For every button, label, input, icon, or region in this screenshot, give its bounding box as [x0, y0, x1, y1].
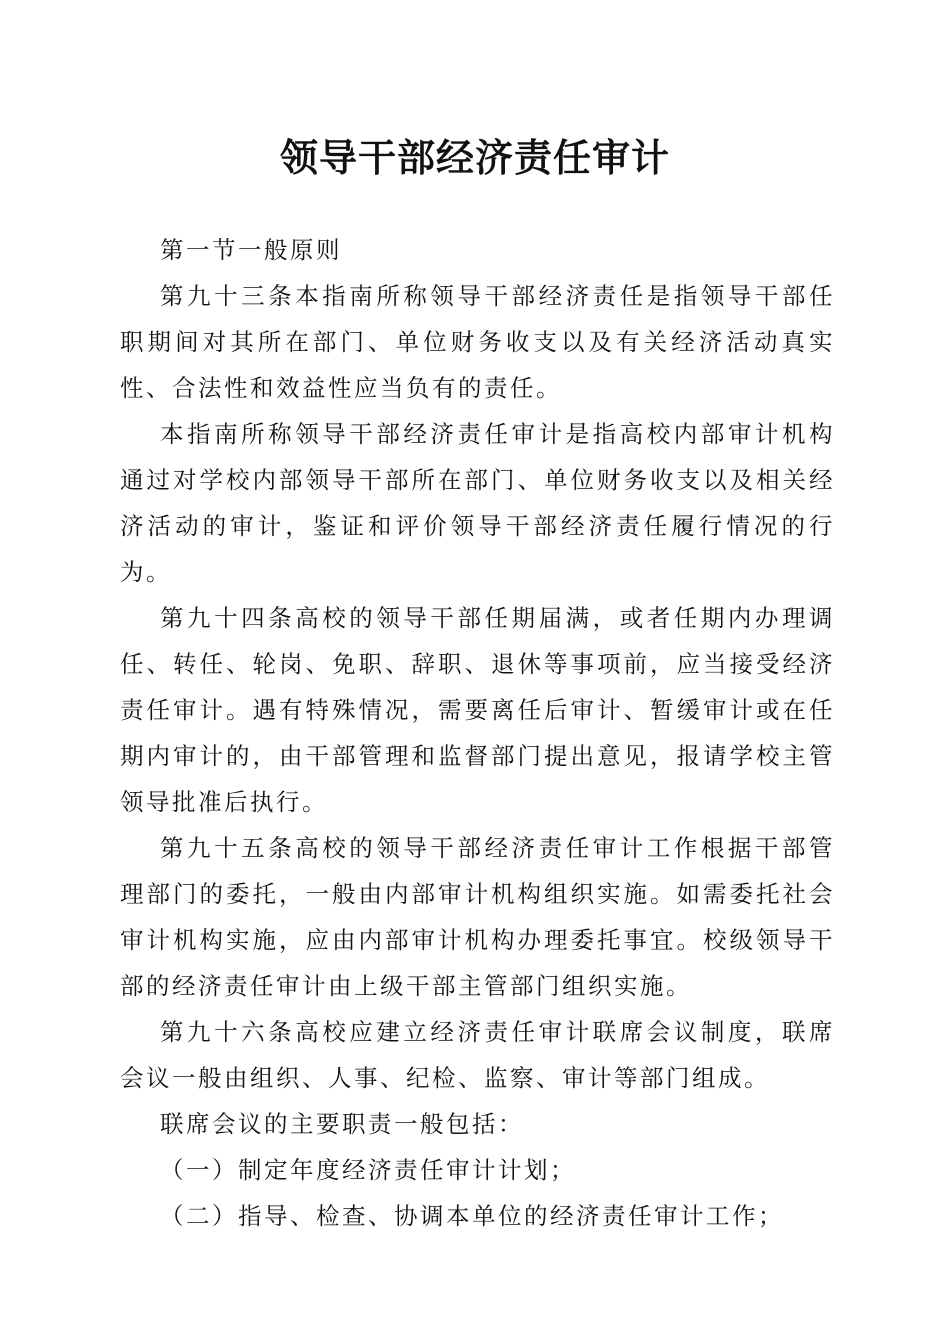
paragraph-article-95: 第九十五条高校的领导干部经济责任审计工作根据干部管理部门的委托，一般由内部审计机构组织实施。如需委托社会审计机构实施，应由内部审计机构办理委托事宜。校级领导干部的经济责任审计由上级干部主管部门组织实施。	[120, 834, 835, 1000]
paragraph-article-94: 第九十四条高校的领导干部任期届满，或者任期内办理调任、转任、轮岗、免职、辞职、退休等事项前，应当接受经济责任审计。遇有特殊情况，需要离任后审计、暂缓审计或在任期内审计的，由干部管理和监督部门提出意见，报请学校主管领导批准后执行。	[120, 604, 835, 816]
paragraph-article-93: 第九十三条本指南所称领导干部经济责任是指领导干部任职期间对其所在部门、单位财务收支以及有关经济活动真实性、合法性和效益性应当负有的责任。	[120, 282, 835, 402]
document-title: 领导干部经济责任审计	[279, 135, 670, 180]
paragraph-article-96: 第九十六条高校应建立经济责任审计联席会议制度，联席会议一般由组织、人事、纪检、监察、审计等部门组成。	[120, 1018, 835, 1092]
list-item-2: （二）指导、检查、协调本单位的经济责任审计工作；	[160, 1202, 784, 1230]
list-item-1: （一）制定年度经济责任审计计划；	[160, 1156, 576, 1184]
document-body	[120, 227, 835, 1239]
paragraph-meeting-duties: 联席会议的主要职责一般包括：	[160, 1110, 524, 1138]
paragraph-audit-definition: 本指南所称领导干部经济责任审计是指高校内部审计机构通过对学校内部领导干部所在部门、单位财务收支以及相关经济活动的审计，鉴证和评价领导干部经济责任履行情况的行为。	[120, 420, 835, 586]
section-heading: 第一节一般原则	[160, 236, 342, 264]
